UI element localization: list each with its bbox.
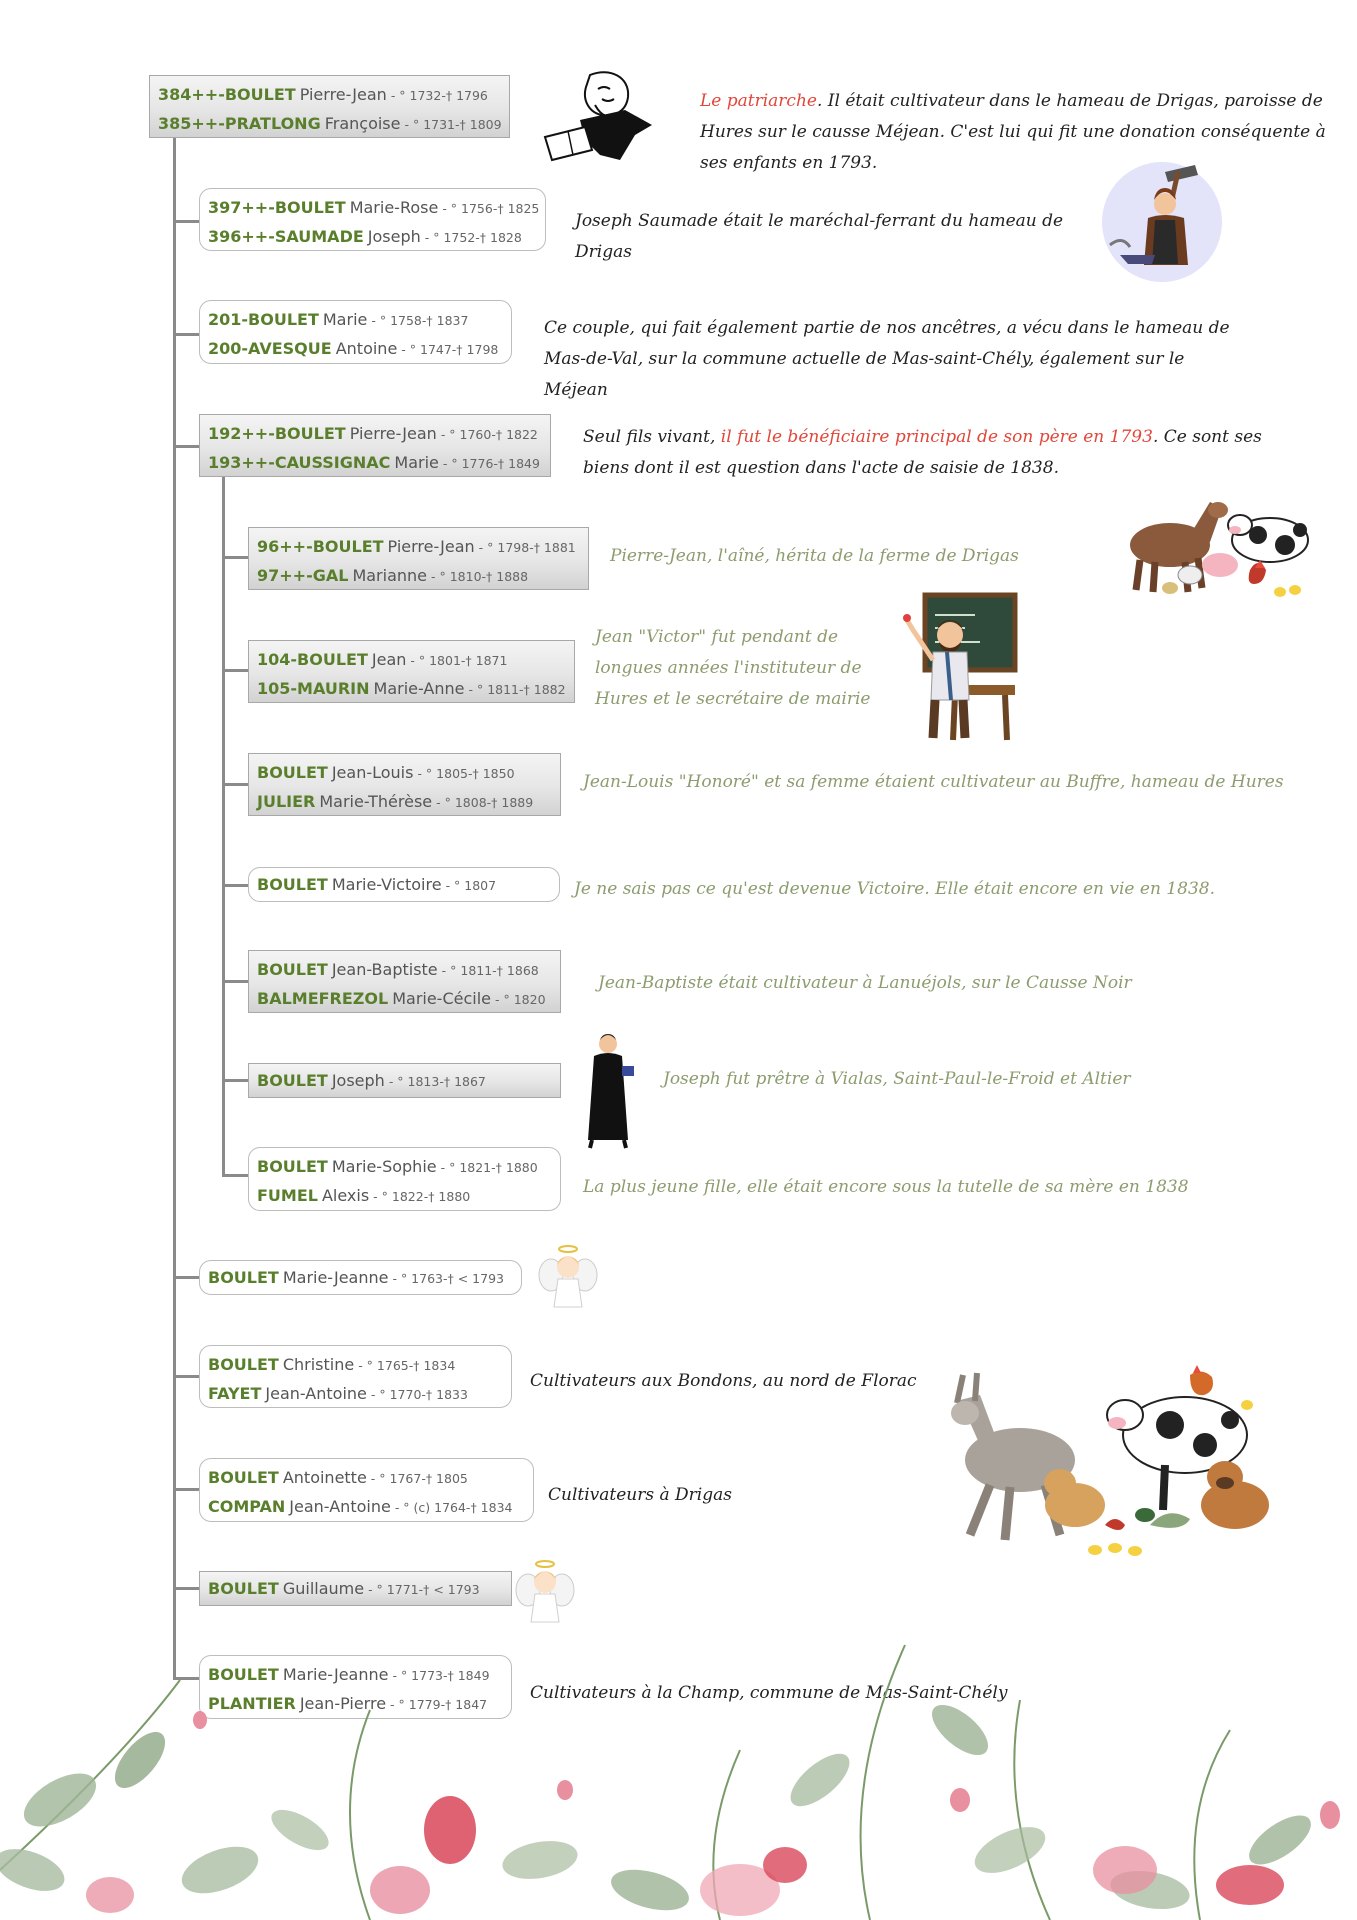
farm-animals-icon [1110, 490, 1320, 605]
person-given-name: Antoinette [282, 1468, 367, 1487]
person-dates: - ° 1756-† 1825 [442, 201, 540, 216]
angel-icon [538, 1243, 598, 1311]
person-given-name: Marie [394, 453, 439, 472]
person-row[interactable] [257, 1068, 552, 1094]
person-given-name: Pierre-Jean [299, 85, 387, 104]
person-dates: - ° 1747-† 1798 [401, 342, 499, 357]
note-highlight: Le patriarche [700, 91, 817, 111]
person-given-name: Marie [322, 310, 368, 329]
person-id: 385++-PRATLONG [158, 114, 321, 133]
note-highlight: il fut le bénéficiaire principal de son père en 1793 [720, 427, 1153, 447]
person-row[interactable] [257, 532, 580, 561]
branch-line [222, 1174, 248, 1177]
person-dates: - ° 1731-† 1809 [404, 117, 502, 132]
branch-line [173, 333, 199, 336]
person-dates: - ° 1758-† 1837 [371, 313, 469, 328]
person-dates: - ° 1820 [495, 992, 546, 1007]
main-trunk-line [173, 138, 176, 1679]
person-given-name: Joseph [367, 227, 421, 246]
couple-box[interactable] [149, 75, 510, 138]
person-id: BOULET [257, 1157, 328, 1176]
person-dates: - ° 1807 [445, 878, 497, 893]
person-dates: - ° 1770-† 1833 [370, 1387, 468, 1402]
person-dates: - ° 1773-† 1849 [392, 1668, 490, 1683]
note-jean-louis: Jean-Louis "Honoré" et sa femme étaient cultivateur au Buffre, hameau de Hures [583, 772, 1284, 792]
person-row[interactable] [208, 1350, 503, 1379]
person-id: BOULET [208, 1579, 279, 1598]
person-id: JULIER [257, 792, 316, 811]
person-row[interactable] [208, 448, 542, 477]
person-given-name: Jean-Antoine [289, 1497, 391, 1516]
person-given-name: Joseph [331, 1071, 385, 1090]
person-id: BOULET [257, 875, 328, 894]
person-given-name: Marie-Rose [349, 198, 439, 217]
note-victoire: Je ne sais pas ce qu'est devenue Victoire. Elle était encore en vie en 1838. [574, 879, 1215, 899]
priest-icon [580, 1030, 640, 1150]
person-row[interactable] [257, 1181, 552, 1210]
note-marie-jeanne: Cultivateurs à la Champ, commune de Mas-Saint-Chély [530, 1683, 1008, 1703]
person-row[interactable] [257, 787, 552, 816]
person-id: 397++-BOULET [208, 198, 346, 217]
branch-line [173, 1375, 199, 1378]
person-dates: - ° 1779-† 1847 [390, 1697, 488, 1712]
person-id: 384++-BOULET [158, 85, 296, 104]
person-given-name: Marie-Thérèse [319, 792, 433, 811]
person-given-name: Pierre-Jean [387, 537, 475, 556]
person-given-name: Françoise [324, 114, 401, 133]
branch-line [222, 669, 248, 672]
person-row[interactable] [208, 1265, 513, 1291]
person-row[interactable] [257, 758, 552, 787]
branch-line [173, 1488, 199, 1491]
floral-border-icon [0, 1640, 1357, 1920]
person-row[interactable] [257, 955, 552, 984]
person-given-name: Marie-Victoire [331, 875, 442, 894]
person-id: FUMEL [257, 1186, 318, 1205]
person-given-name: Antoine [335, 339, 398, 358]
person-id: 201-BOULET [208, 310, 319, 329]
note-text: . Ce sont ses biens dont il est question dans l'acte de saisie de 1838. [583, 427, 1262, 478]
person-row[interactable] [257, 1152, 552, 1181]
person-id: BOULET [208, 1468, 279, 1487]
teacher-icon [895, 590, 1020, 745]
couple-box[interactable] [199, 1458, 534, 1522]
person-given-name: Guillaume [282, 1579, 365, 1598]
person-dates: - ° 1732-† 1796 [390, 88, 488, 103]
person-row[interactable] [208, 419, 542, 448]
branch-line [222, 884, 248, 887]
person-id: 104-BOULET [257, 650, 368, 669]
person-row[interactable] [208, 305, 503, 334]
couple-box[interactable] [199, 414, 551, 477]
couple-box[interactable] [248, 1147, 561, 1211]
blacksmith-icon [1100, 160, 1225, 285]
couple-box[interactable] [248, 527, 589, 590]
note-jean-baptiste: Jean-Baptiste était cultivateur à Lanuéjols, sur le Causse Noir [598, 973, 1132, 993]
person-id: 396++-SAUMADE [208, 227, 364, 246]
note-avesque: Ce couple, qui fait également partie de nos ancêtres, a vécu dans le hameau de Mas-de-Val, sur la commune actuelle de Mas-saint-Chély, également sur le Méjean [544, 318, 1230, 400]
person-row[interactable] [158, 80, 501, 109]
person-id: 97++-GAL [257, 566, 349, 585]
person-row[interactable] [158, 109, 501, 138]
person-given-name: Pierre-Jean [349, 424, 437, 443]
person-dates: - ° 1822-† 1880 [373, 1189, 471, 1204]
person-given-name: Jean-Louis [331, 763, 414, 782]
person-dates: - ° 1810-† 1888 [431, 569, 529, 584]
person-id: BOULET [208, 1665, 279, 1684]
couple-box[interactable] [248, 640, 575, 703]
couple-box[interactable] [248, 950, 561, 1013]
person-id: 192++-BOULET [208, 424, 346, 443]
angel-icon [515, 1558, 575, 1626]
person-box[interactable] [199, 1260, 522, 1295]
person-row[interactable] [257, 984, 552, 1013]
person-id: BOULET [257, 1071, 328, 1090]
person-dates: - ° 1767-† 1805 [370, 1471, 468, 1486]
person-id: 200-AVESQUE [208, 339, 332, 358]
person-id: COMPAN [208, 1497, 286, 1516]
person-id: 96++-BOULET [257, 537, 384, 556]
person-row[interactable] [208, 1576, 503, 1602]
person-id: BOULET [208, 1268, 279, 1287]
person-given-name: Jean-Baptiste [331, 960, 438, 979]
branch-line [173, 1587, 199, 1590]
person-dates: - ° 1765-† 1834 [358, 1358, 456, 1373]
person-dates: - ° 1760-† 1822 [440, 427, 538, 442]
person-id: FAYET [208, 1384, 262, 1403]
person-dates: - ° 1801-† 1871 [410, 653, 508, 668]
person-given-name: Jean-Pierre [299, 1694, 387, 1713]
note-text: Seul fils vivant, [583, 427, 721, 447]
person-row[interactable] [208, 193, 540, 222]
old-man-reading-icon [540, 65, 655, 165]
farm-animals-donkey-icon [935, 1365, 1290, 1560]
person-given-name: Marie-Cécile [392, 989, 491, 1008]
person-given-name: Marie-Jeanne [282, 1268, 389, 1287]
person-dates: - ° 1821-† 1880 [440, 1160, 538, 1175]
person-row[interactable] [257, 674, 566, 703]
person-row[interactable] [208, 1379, 503, 1408]
person-row[interactable] [257, 872, 551, 898]
children-trunk-line [222, 477, 225, 1175]
person-row[interactable] [208, 334, 503, 363]
note-marie-sophie: La plus jeune fille, elle était encore sous la tutelle de sa mère en 1838 [583, 1177, 1189, 1197]
note-text: . Il était cultivateur dans le hameau de Drigas, paroisse de Hures sur le causse Méjean. C'est lui qui fit une donation conséquente à ses enfants en 1793. [700, 91, 1326, 173]
branch-line [222, 1079, 248, 1082]
branch-line [173, 1276, 199, 1279]
person-dates: - ° 1808-† 1889 [436, 795, 534, 810]
person-given-name: Jean [371, 650, 407, 669]
person-id: BOULET [257, 960, 328, 979]
note-jean-teacher: Jean "Victor" fut pendant de longues années l'instituteur de Hures et le secrétaire de mairie [595, 627, 871, 709]
person-box[interactable] [248, 1063, 561, 1098]
person-given-name: Marie-Anne [373, 679, 465, 698]
note-saumade: Joseph Saumade était le maréchal-ferrant du hameau de Drigas [575, 211, 1064, 262]
person-dates: - ° 1798-† 1881 [478, 540, 576, 555]
branch-line [222, 783, 248, 786]
note-joseph-priest: Joseph fut prêtre à Vialas, Saint-Paul-le-Froid et Altier [663, 1069, 1131, 1089]
note-patriarch [700, 86, 1330, 179]
person-row[interactable] [208, 222, 537, 251]
person-dates: - ° 1811-† 1868 [441, 963, 539, 978]
person-row[interactable] [208, 1463, 525, 1492]
person-dates: - ° 1805-† 1850 [417, 766, 515, 781]
person-box[interactable] [199, 1571, 512, 1606]
couple-box[interactable] [248, 753, 561, 816]
branch-line [222, 980, 248, 983]
couple-box[interactable] [199, 188, 546, 251]
person-id: BOULET [208, 1355, 279, 1374]
person-id: PLANTIER [208, 1694, 296, 1713]
person-dates: - ° 1811-† 1882 [468, 682, 566, 697]
person-id: 105-MAURIN [257, 679, 370, 698]
note-christine: Cultivateurs aux Bondons, au nord de Florac [530, 1371, 917, 1391]
person-given-name: Jean-Antoine [265, 1384, 367, 1403]
person-id: 193++-CAUSSIGNAC [208, 453, 391, 472]
person-row[interactable] [257, 645, 566, 674]
person-dates: - ° 1771-† < 1793 [368, 1582, 480, 1597]
person-row[interactable] [257, 561, 580, 590]
person-given-name: Marie-Jeanne [282, 1665, 389, 1684]
person-id: BOULET [257, 763, 328, 782]
person-given-name: Marianne [352, 566, 427, 585]
branch-line [222, 556, 248, 559]
person-dates: - ° 1752-† 1828 [424, 230, 522, 245]
person-id: BALMEFREZOL [257, 989, 389, 1008]
note-pierre-jean-farm: Pierre-Jean, l'aîné, hérita de la ferme de Drigas [610, 546, 1019, 566]
person-box[interactable] [248, 867, 560, 902]
couple-box[interactable] [199, 1345, 512, 1408]
branch-line [173, 445, 199, 448]
branch-line [173, 220, 199, 223]
note-antoinette: Cultivateurs à Drigas [548, 1485, 732, 1505]
person-dates: - ° 1776-† 1849 [442, 456, 540, 471]
couple-box[interactable] [199, 300, 512, 364]
note-pierre-jean-heir [583, 422, 1293, 484]
person-given-name: Marie-Sophie [331, 1157, 437, 1176]
person-row[interactable] [208, 1492, 525, 1521]
person-dates: - ° 1763-† < 1793 [392, 1271, 504, 1286]
person-dates: - ° 1813-† 1867 [388, 1074, 486, 1089]
person-given-name: Christine [282, 1355, 355, 1374]
person-given-name: Alexis [321, 1186, 370, 1205]
person-dates: - ° (c) 1764-† 1834 [394, 1500, 513, 1515]
